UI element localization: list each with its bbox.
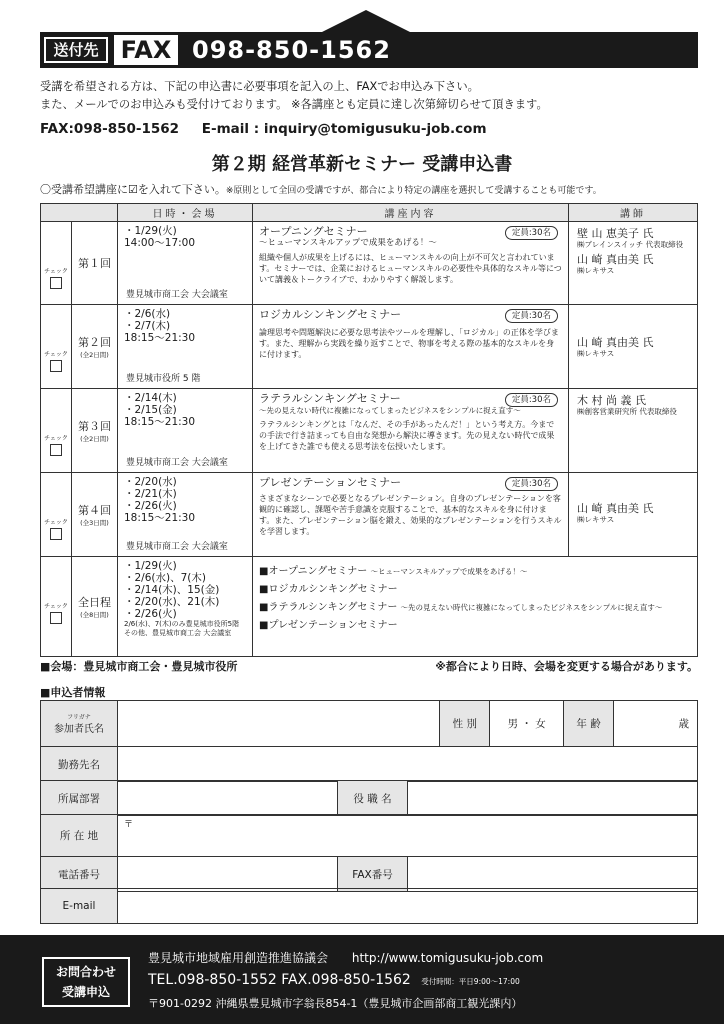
- term-cell: [72, 305, 118, 389]
- contact-email: E-mail : inquiry@tomigusuku-job.com: [201, 121, 487, 137]
- contact-line: [40, 121, 505, 137]
- name-label: 参加者氏名: [53, 723, 104, 735]
- age-field[interactable]: [614, 701, 698, 747]
- instructor-name: 山 崎 真由美 氏: [577, 336, 654, 349]
- dates-cell: [118, 305, 253, 389]
- footer-address: 〒901-0292 沖縄県豊見城市字翁長854-1（豊見城市企画部商工観光課内）: [148, 997, 523, 1010]
- applicant-table: [40, 700, 698, 747]
- header-dates: 日時・会場: [118, 204, 253, 222]
- course-cell: [253, 473, 569, 557]
- date-line: ・1/29(火): [124, 560, 177, 572]
- footer-hours: 受付時間：平日9:00～17:00: [421, 977, 520, 986]
- date-line: 18:15～21:30: [124, 416, 196, 428]
- all-course-sub: ～ヒューマンスキルアップで成果をあげる！～: [370, 567, 528, 576]
- instructor-cell: [569, 389, 698, 473]
- date-line: ・2/15(金): [124, 404, 177, 416]
- company-field[interactable]: [118, 747, 698, 782]
- date-line: 18:15～21:30: [124, 512, 196, 524]
- schedule-table: [40, 203, 698, 657]
- applicant-table-4: [40, 814, 698, 857]
- schedule-row: [41, 389, 698, 473]
- check-cell: [41, 473, 72, 557]
- instruction-note: ※原則として全回の受講ですが、都合により特定の講座を選択して受講することも可能です。: [225, 186, 602, 196]
- schedule-row: [41, 473, 698, 557]
- term-cell: [72, 389, 118, 473]
- course-name: ロジカルシンキングセミナー: [259, 308, 402, 321]
- checkbox[interactable]: [50, 528, 62, 540]
- instructor-name: 山 崎 真由美 氏: [577, 502, 654, 515]
- all-course-item: [259, 564, 691, 579]
- fax-label: FAX: [114, 35, 178, 65]
- course-description: ラテラルシンキングとは「なんだ、その手があったんだ！」という考え方。今までの手法で行き詰まっても自由な発想から解決に導きます。先の見えない時代で成果を上げてきた誰でも使える思考法を伝授いたします。: [259, 420, 555, 451]
- name-field[interactable]: [117, 701, 439, 747]
- schedule-row: [41, 305, 698, 389]
- all-venue-note: 2/6(水)、7(木)のみ豊見城市役所5階 その他、豊見城市商工会 大会議室: [124, 620, 240, 637]
- page-title: 第２期 経営革新セミナー 受講申込書: [211, 154, 513, 175]
- term-days: (全8日間): [80, 611, 109, 619]
- dates-cell: [118, 557, 253, 657]
- company-label: 勤務先名: [41, 747, 118, 782]
- fax-number-field[interactable]: [408, 857, 698, 892]
- schedule-row: [41, 222, 698, 305]
- age-unit: 歳: [678, 718, 689, 730]
- all-course-sub: ～先の見えない時代に複雑になってしまったビジネスをシンプルに捉え直す～: [400, 603, 663, 612]
- footer-org: 豊見城市地域雇用創造推進協議会: [148, 951, 329, 965]
- venue-line: ■会場：豊見城市商工会・豊見城市役所: [40, 660, 238, 673]
- check-label: チェック: [44, 268, 68, 275]
- top-arrow-icon: [322, 10, 410, 32]
- schedule-row-all: [41, 557, 698, 657]
- all-course-name: ■プレゼンテーションセミナー: [259, 620, 398, 631]
- instructor-cell: [569, 222, 698, 305]
- fax-header-bar: [40, 32, 698, 68]
- contact-fax: FAX:098-850-1562: [40, 121, 180, 137]
- instructor-name: 木 村 尚 義 氏: [577, 394, 646, 407]
- position-field[interactable]: [408, 781, 698, 816]
- age-label: 年 齢: [564, 701, 614, 747]
- applicant-table-3: [40, 780, 698, 816]
- footer-tel: TEL.098-850-1552: [148, 972, 277, 988]
- term-label: 第１回: [78, 257, 111, 270]
- instruction-text: 〇受講希望講座に☑を入れて下さい。: [40, 183, 226, 196]
- course-cell: [253, 305, 569, 389]
- footer-phone-line: [148, 972, 520, 988]
- fax-number-label: FAX番号: [338, 857, 408, 892]
- capacity-badge: 定員:30名: [505, 393, 558, 407]
- course-subtitle: ～先の見えない時代に複雑になってしまったビジネスをシンプルに捉え直す～: [259, 406, 521, 415]
- date-line: 14:00～17:00: [124, 237, 196, 249]
- term-days: (全3日間): [80, 519, 109, 527]
- course-name: オープニングセミナー: [259, 225, 368, 238]
- instructor-affiliation: ㈱レキサス: [577, 349, 615, 358]
- instructor-name: 山 崎 真由美 氏: [577, 253, 654, 266]
- footer-fax: FAX.098-850-1562: [281, 972, 411, 988]
- fax-number: 098-850-1562: [192, 36, 391, 64]
- instructor-affiliation: ㈱ブレインスイッチ 代表取締役: [577, 240, 684, 249]
- all-course-cell: [253, 557, 698, 657]
- phone-field[interactable]: [118, 857, 338, 892]
- checkbox[interactable]: [50, 444, 62, 456]
- checkbox[interactable]: [50, 360, 62, 372]
- phone-label: 電話番号: [41, 857, 118, 892]
- instructor-name: 壁 山 恵美子 氏: [577, 227, 654, 240]
- venue-label: 豊見城市商工会 大会議室: [126, 458, 228, 468]
- date-line: ・2/6(水): [124, 308, 171, 320]
- intro-line-2: また、メールでのお申込みも受付けております。 ※各講座とも定員に達し次第締切らせて頂きます。: [40, 98, 548, 111]
- date-line: ・2/26(火): [124, 500, 177, 512]
- postal-mark: 〒: [124, 820, 134, 830]
- term-cell: [72, 222, 118, 305]
- footer-box-line-2: 受講申込: [61, 985, 110, 999]
- date-line: ・2/21(木): [124, 488, 177, 500]
- intro-line-1: 受講を希望される方は、下記の申込書に必要事項を記入の上、FAXでお申込み下さい。: [40, 80, 479, 93]
- course-description: 組織や個人が成果を上げるには、ヒューマンスキルの向上が不可欠と言われています。セミナーでは、企業におけるヒューマンスキルの必要性や具体的なスキル等について講義＆トークライブで、わかりやすく解説します。: [259, 253, 562, 284]
- date-line: ・1/29(火): [124, 225, 177, 237]
- date-line: ・2/6(水)、7(木): [124, 572, 206, 584]
- applicant-table-2: [40, 746, 698, 782]
- term-cell: [72, 473, 118, 557]
- footer: [0, 935, 724, 1024]
- check-cell: [41, 305, 72, 389]
- venue-label: 豊見城市役所 5 階: [126, 374, 201, 384]
- course-cell: [253, 222, 569, 305]
- dates-cell: [118, 473, 253, 557]
- instruction: [40, 181, 602, 197]
- all-course-name: ■オープニングセミナー: [259, 566, 368, 577]
- date-line: ・2/20(水)、21(木): [124, 596, 220, 608]
- email-field[interactable]: [118, 889, 698, 924]
- check-label: チェック: [44, 435, 68, 442]
- gender-field[interactable]: 男 ・ 女: [490, 701, 564, 747]
- date-line: ・2/20(水): [124, 476, 177, 488]
- capacity-badge: 定員:30名: [505, 477, 558, 491]
- schedule-header-row: [41, 204, 698, 222]
- date-line: ・2/14(木): [124, 392, 177, 404]
- course-subtitle: ～ヒューマンスキルアップで成果をあげる！～: [259, 238, 437, 248]
- name-label-cell: [41, 701, 118, 747]
- check-label: チェック: [44, 519, 68, 526]
- footer-contact-box: [42, 957, 130, 1007]
- instructor-cell: [569, 473, 698, 557]
- capacity-badge: 定員:30名: [505, 309, 558, 323]
- date-line: ・2/26(火): [124, 608, 177, 620]
- term-days: (全2日間): [80, 435, 109, 443]
- dates-cell: [118, 389, 253, 473]
- address-field[interactable]: [118, 815, 698, 857]
- all-course-item: [259, 582, 691, 597]
- footer-box-line-1: お問合わせ: [55, 965, 116, 979]
- check-label: チェック: [44, 351, 68, 358]
- venue-label: 豊見城市商工会 大会議室: [126, 290, 228, 300]
- term-label: 全日程: [78, 596, 111, 609]
- instructor-affiliation: ㈱レキサス: [577, 515, 615, 524]
- venue-label: 豊見城市商工会 大会議室: [126, 542, 228, 552]
- footer-url[interactable]: http://www.tomigusuku-job.com: [351, 951, 544, 965]
- check-label: チェック: [44, 603, 68, 610]
- capacity-badge: 定員:30名: [505, 226, 558, 240]
- course-description: 論理思考や問題解決に必要な思考法やツールを理解し、「ロジカル」の正体を学びます。また、理解から実践を繰り返すことで、物事を考える際の基本的なスキルを身に付けます。: [259, 328, 559, 359]
- position-label: 役 職 名: [338, 781, 408, 816]
- header-instructor: 講師: [569, 204, 698, 222]
- furigana-label: フリガナ: [67, 713, 91, 721]
- footer-org-line: [148, 949, 563, 966]
- term-cell: [72, 557, 118, 657]
- all-course-item: [259, 600, 691, 615]
- course-cell: [253, 389, 569, 473]
- venue-note: ※都合により日時、会場を変更する場合があります。: [435, 660, 698, 673]
- term-label: 第４回: [78, 504, 111, 517]
- applicant-section-title: ■申込者情報: [40, 686, 106, 699]
- term-label: 第２回: [78, 336, 111, 349]
- header-blank: [41, 204, 118, 222]
- dept-label: 所属部署: [41, 781, 118, 816]
- course-description: さまざまなシーンで必要となるプレゼンテーション。自身のプレゼンテーションを客観的に確認し、課題や苦手意識を克服することで、基本的なスキルを身に付けます。また、プレゼンテーション脳を鍛え、効果的なプレゼンテーションを行うスキルを学習します。: [259, 494, 562, 536]
- gender-label: 性 別: [440, 701, 490, 747]
- checkbox[interactable]: [50, 277, 62, 289]
- check-cell: [41, 222, 72, 305]
- all-course-name: ■ロジカルシンキングセミナー: [259, 584, 398, 595]
- header-course: 講座内容: [253, 204, 569, 222]
- address-label: 所 在 地: [41, 815, 118, 857]
- instructor-cell: [569, 305, 698, 389]
- instructor-affiliation: ㈱創客営業研究所 代表取締役: [577, 407, 677, 416]
- course-name: ラテラルシンキングセミナー: [259, 392, 401, 405]
- send-to-label: 送付先: [44, 37, 108, 63]
- date-line: 18:15～21:30: [124, 332, 196, 344]
- applicant-table-6: [40, 888, 698, 924]
- term-label: 第３回: [78, 420, 111, 433]
- check-cell: [41, 557, 72, 657]
- course-name: プレゼンテーションセミナー: [259, 476, 402, 489]
- all-course-name: ■ラテラルシンキングセミナー: [259, 602, 398, 613]
- all-course-item: [259, 618, 691, 633]
- term-days: (全2日間): [80, 351, 109, 359]
- date-line: ・2/14(木)、15(金): [124, 584, 220, 596]
- intro-text: [40, 78, 548, 114]
- checkbox[interactable]: [50, 612, 62, 624]
- date-line: ・2/7(木): [124, 320, 171, 332]
- instructor-affiliation: ㈱レキサス: [577, 266, 615, 275]
- email-label: E-mail: [41, 889, 118, 924]
- check-cell: [41, 389, 72, 473]
- dates-cell: [118, 222, 253, 305]
- dept-field[interactable]: [118, 781, 338, 816]
- applicant-table-5: [40, 856, 698, 892]
